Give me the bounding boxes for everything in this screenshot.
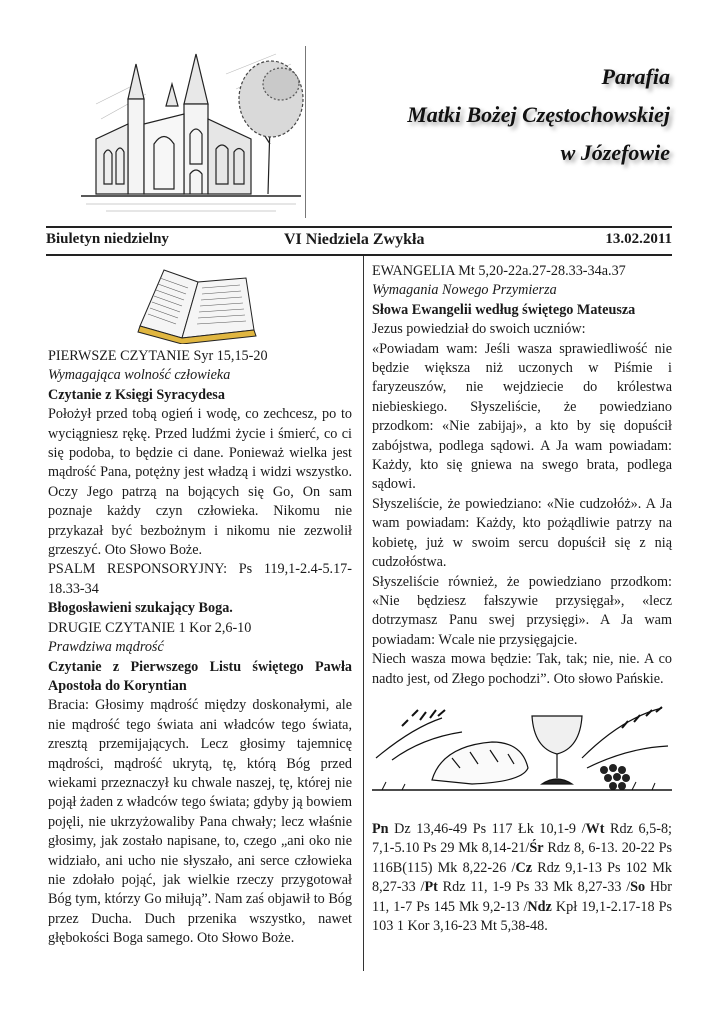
bottom-rule (46, 254, 672, 256)
weekday-label: Pn (372, 821, 389, 837)
weekday-refs: Kpł 19,1-2.17-18 Ps 103 1 Kor 3,16-23 Mt 5,38-48. (372, 898, 672, 935)
weekday-refs: Rdz 11, 1-9 Ps 33 Mk 8,27-33 / (437, 879, 631, 896)
reading2-text: Bracia: Głosimy mądrość między doskonałymi, ale nie mądrość tego świata ani władców tego świata, zresztą przemijających. Lecz głosimy tajemnicę mądrości, mądrość ukrytą, tę, którą Bóg przed wiekami przeznaczył ku chwale naszej, tę, której nie pojął żaden z władców tego świata; gdyby ją bowiem pojęli, nie ukrzyżowaliby Pana chwały; lecz właśnie głosimy, jak zostało napisane, to, czego „ani oko nie widziało, ani ucho nie słyszało, ani serce człowieka nie zdołało pojąć, jak wielkie rzeczy przygotował Bóg tym, którzy Go miłują”. Nam zaś objawił to Bóg przez Ducha. Duch przenika wszystko, nawet głębokości Boga samego. Oto Słowo Boże. (48, 697, 352, 947)
weekday-label: Pt (424, 879, 438, 896)
reading2-subtitle: Prawdziwa mądrość (48, 639, 164, 656)
gospel-paragraph: Słyszeliście również, że powiedziano przodkom: «Nie będziesz fałszywie przysięgał», «lecz dotrzymasz Panu swej przysięgi». A Ja wam powiadam: Wcale nie przysięgajcie. (372, 573, 672, 648)
reading1-subtitle: Wymagająca wolność człowieka (48, 367, 231, 384)
top-rule (46, 226, 672, 228)
reading1-text: Położył przed tobą ogień i wodę, co zechcesz, po to wyciągniesz rękę. Przed ludźmi życie i śmierć, co ci się podoba, to będzie ci dane. Ponieważ wielka jest mądrość Pana, potężny jest władzą i widzi wszystko. Oczy Jego patrzą na bojących się Go, On sam poznaje każdy czyn człowieka. Nikomu nie przykazał być bezbożnym i nikomu nie zezwolił grzeszyć. Oto Słowo Boże. (48, 406, 352, 559)
gospel-subtitle: Wymagania Nowego Przymierza (372, 282, 557, 299)
column-divider (363, 256, 364, 971)
psalm-heading: PSALM RESPONSORYJNY: Ps 119,1-2.4-5.17-18.33-34 (48, 561, 352, 597)
church-illustration (76, 44, 306, 216)
parish-line-2: Matki Bożej Częstochowskiej (407, 102, 670, 127)
bulletin-date: 13.02.2011 (605, 231, 672, 247)
left-column (48, 347, 352, 949)
reading1-heading: PIERWSZE CZYTANIE Syr 15,15-20 (48, 348, 268, 364)
weekday-refs: Rdz 6,5-8; 7,1-5.10 Ps 29 Mk 8,14-21/ (372, 821, 672, 857)
weekday-refs: Rdz 9,1-13 Ps 102 Mk 8,27-33 / (372, 859, 673, 896)
gospel-paragraph: Słyszeliście, że powiedziano: «Nie cudzołóż». A Ja wam powiadam: Każdy, kto pożądliwie patrzy na kobietę, już w swoim sercu dopuścił się z nią cudzołóstwa. (372, 495, 672, 571)
weekday-refs: Rdz 8, 6-13. 20-22 Ps 116B(115) Mk 8,22-26 / (372, 840, 672, 876)
reading1-source: Czytanie z Księgi Syracydesa (48, 386, 225, 403)
right-column (372, 262, 672, 689)
gospel-intro: Jezus powiedział do swoich uczniów: (372, 321, 586, 338)
weekday-label: Ndz (527, 898, 552, 915)
weekday-label: So (630, 879, 646, 896)
parish-name (280, 58, 670, 172)
bulletin-label: Biuletyn niedzielny (46, 231, 169, 247)
open-bible-illustration (136, 264, 260, 344)
gospel-paragraph: Niech wasza mowa będzie: Tak, tak; nie, nie. A co nadto jest, od Złego pochodzi”. Oto słowo Pańskie. (372, 651, 672, 687)
weekday-refs: Dz 13,46-49 Ps 117 Łk 10,1-9 / (388, 821, 586, 837)
psalm-response: Błogosławieni szukający Boga. (48, 600, 233, 617)
reading2-heading: DRUGIE CZYTANIE 1 Kor 2,6-10 (48, 619, 252, 636)
sunday-name: VI Niedziela Zwykła (284, 231, 425, 248)
parish-line-3: w Józefowie (560, 140, 670, 165)
weekday-label: Śr (529, 840, 544, 857)
reading2-source: Czytanie z Pierwszego Listu świętego Pawła Apostoła do Koryntian (48, 658, 352, 694)
parish-line-1: Parafia (601, 64, 670, 89)
weekday-label: Wt (585, 821, 605, 837)
gospel-paragraph: «Powiadam wam: Jeśli wasza sprawiedliwość nie będzie większa niż uczonych w Piśmie i faryzeuszów, nie wejdziecie do królestwa niebieskiego. Słyszeliście, że powiedziano przodkom: «Nie zabijaj», a kto by się dopuścił zabójstwa, podlega sądowi. A Ja wam powiadam: Każdy, kto się gniewa na swego brata, podlega sądowi. (372, 340, 672, 493)
weekday-label: Cz (515, 859, 533, 876)
bulletin-subheader (46, 229, 672, 253)
weekday-readings (372, 820, 672, 936)
weekday-refs: Hbr 11, 1-7 Ps 145 Mk 9,2-13 / (372, 879, 672, 915)
eucharist-illustration (372, 698, 672, 796)
gospel-heading: EWANGELIA Mt 5,20-22a.27-28.33-34a.37 (372, 263, 626, 279)
gospel-source: Słowa Ewangelii według świętego Mateusza (372, 301, 636, 318)
